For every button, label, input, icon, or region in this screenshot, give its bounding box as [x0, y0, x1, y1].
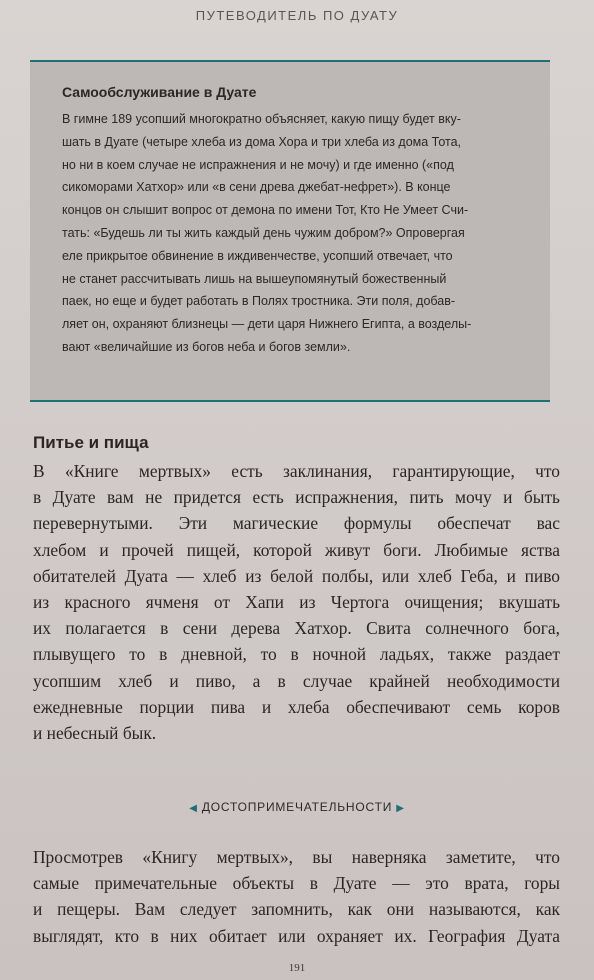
paragraph-line: ежедневные порции пива и хлеба обеспечивают семь коров — [33, 696, 560, 717]
sidebar-line: концов он слышит вопрос от демона по имени Тот, Кто Не Умеет Счи- — [62, 203, 469, 218]
triangle-left-icon: ◀ — [189, 803, 198, 814]
sidebar-bottom-rule — [30, 400, 550, 402]
running-head: ПУТЕВОДИТЕЛЬ ПО ДУАТУ — [195, 8, 399, 23]
section2-paragraph — [33, 844, 560, 949]
sidebar-line: не станет рассчитывать лишь на вышеупомянутый божественный — [62, 271, 447, 286]
triangle-right-icon: ▶ — [396, 803, 405, 814]
sidebar-line: В гимне 189 усопший многократно объясняет, какую пищу будет вку- — [62, 112, 461, 126]
sidebar-line: сикоморами Хатхор» или «в сени древа джебат-нефрет»). В конце — [62, 180, 451, 195]
paragraph-line: выглядят, кто в них обитает или охраняет их. География Дуата — [33, 925, 560, 946]
paragraph-line: и пещеры. Вам следует запомнить, как они называются, как — [33, 899, 560, 920]
paragraph-line: плывущего то в дневной, то в ночной ладьях, также раздает — [33, 644, 560, 665]
paragraph-line: В «Книге мертвых» есть заклинания, гарантирующие, что — [33, 461, 560, 481]
sidebar-line: ляет он, охраняют близнецы — дети царя Нижнего Египта, а возделы- — [62, 317, 472, 332]
page-number: 191 — [288, 962, 306, 974]
sidebar-line: вают «величайшие из богов неба и богов земли». — [62, 339, 351, 354]
paragraph-line: их полагается в сени дерева Хатхор. Свита солнечного бога, — [33, 618, 560, 639]
paragraph-line: из красного ячменя от Хапи из Чертога очищения; вкушать — [33, 592, 560, 613]
subheading-label: ДОСТОПРИМЕЧАТЕЛЬНОСТИ — [201, 800, 393, 814]
section-title: Питье и пища — [33, 433, 149, 452]
sidebar-text — [62, 108, 532, 359]
subheading — [0, 800, 594, 814]
paragraph-line: в Дуате вам не придется есть испражнения, пить мочу и быть — [33, 487, 560, 508]
sidebar-line: паек, но еще и будет работать в Полях тростника. Эти поля, добав- — [62, 294, 456, 309]
sidebar-top-rule — [30, 60, 550, 62]
paragraph-line: Просмотрев «Книгу мертвых», вы наверняка заметите, что — [33, 847, 560, 867]
paragraph-line: обитателей Дуата — хлеб из белой полбы, или хлеб Геба, и пиво — [33, 565, 560, 586]
sidebar-line: шать в Дуате (четыре хлеба из дома Хора и три хлеба из дома Тота, — [62, 134, 462, 149]
paragraph-line: усопшим хлеб и пиво, а в случае крайней необходимости — [33, 670, 560, 691]
paragraph-line: перевернутыми. Эти магические формулы обеспечат вас — [33, 513, 560, 534]
sidebar-title: Самообслуживание в Дуате — [62, 84, 257, 100]
sidebar-line: но ни в коем случае не испражнения и не мочу) и где именно («под — [62, 157, 454, 172]
paragraph-line: хлебом и прочей пищей, которой живут боги. Любимые яства — [33, 539, 560, 560]
section-paragraph — [33, 458, 560, 746]
sidebar-line: тать: «Будешь ли ты жить каждый день чужим добром?» Опровергая — [62, 225, 465, 240]
paragraph-line: и небесный бык. — [33, 723, 157, 744]
paragraph-line: самые примечательные объекты в Дуате — это врата, горы — [33, 873, 560, 894]
sidebar-line: еле прикрытое обвинение в иждивенчестве, усопший отвечает, что — [62, 248, 453, 263]
